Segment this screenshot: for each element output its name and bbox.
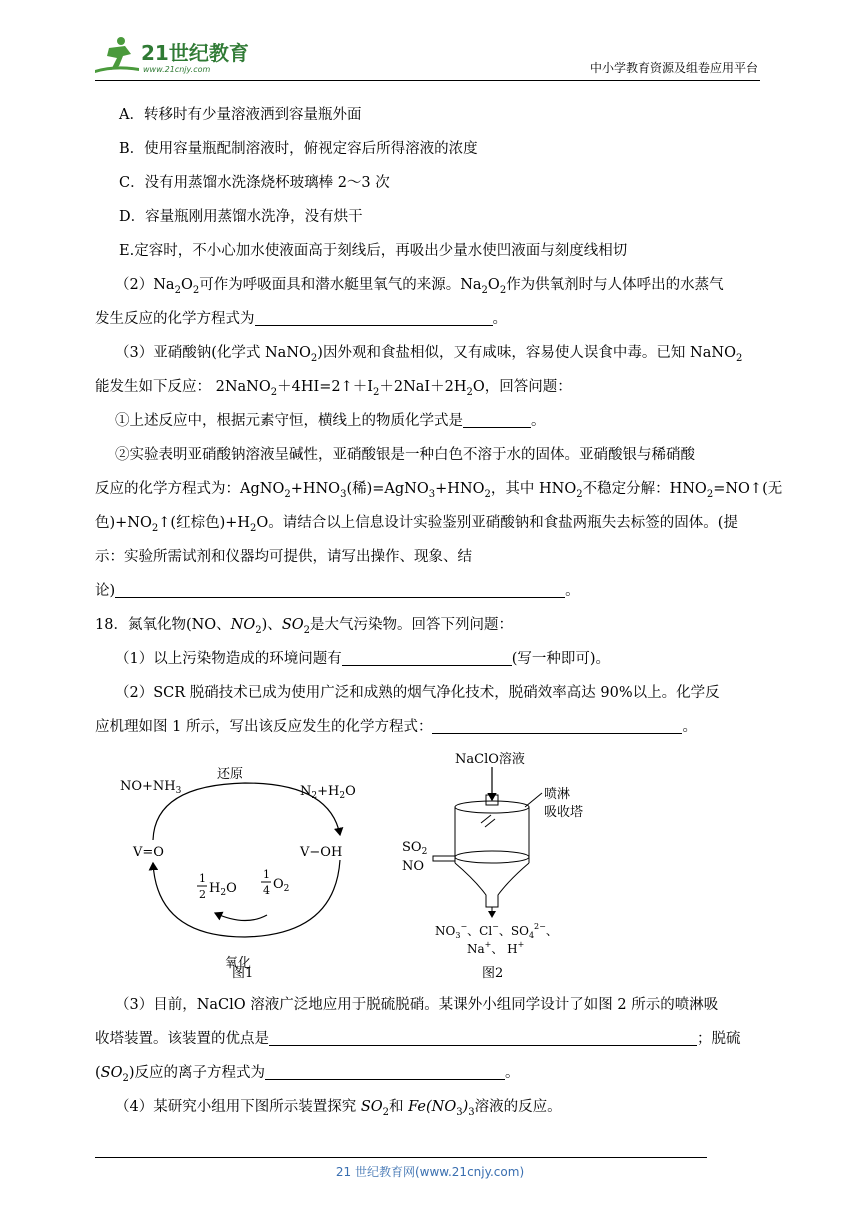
- question-2-line1: $(2)Na_2O_2$可作为呼吸面具和潜水艇里氧气的来源。$Na_2O_2$作为供氧剂时与人体呼出的水蒸气: [115, 277, 724, 296]
- logo-url: www.21cnjy.com: [143, 65, 211, 74]
- question-18-4: （4）某研究小组用下图所示装置探究 $SO_2$和 $Fe(NO_3)_3$溶液的反应。: [115, 1099, 562, 1118]
- fig1-output: $N_2+H_2O$: [300, 784, 356, 801]
- question-3-line8: 论) 。: [95, 583, 580, 599]
- question-3-line7: 示：实验所需试剂和仪器均可提供，请写出操作、现象、结: [95, 549, 472, 565]
- fig1-quarter-den: 4: [263, 884, 270, 897]
- question-3-sub1: ①上述反应中，根据元素守恒，横线上的物质化学式是 。: [115, 413, 546, 429]
- fig1-oxygen: $O_2$: [273, 877, 290, 894]
- question-18-2b: 应机理如图 1 所示，写出该反应发生的化学方程式： 。: [95, 719, 697, 735]
- fig2-output-ions-1: $NO_3^-$、Cl−、$SO_4^{2-}$、: [435, 922, 558, 940]
- question-18-3: （3）目前，NaClO 溶液广泛地应用于脱硫脱硝。某课外小组同学设计了如图 2 所示的喷淋吸: [115, 997, 719, 1013]
- footer-link[interactable]: 21 世纪教育网(www.21cnjy.com): [335, 1165, 525, 1179]
- fig1-input: $NO+NH_3$: [120, 779, 182, 796]
- logo-text: 21世纪教育: [141, 41, 249, 65]
- site-logo: [95, 34, 265, 76]
- fig1-quarter-num: 1: [263, 868, 270, 881]
- question-18-2: （2）SCR 脱硝技术已成为使用广泛和成熟的烟气净化技术，脱硝效率高达 90%以上。化学反: [115, 685, 720, 701]
- figure-1-cycle: [120, 767, 356, 981]
- answer-blank[interactable]: [269, 1044, 697, 1046]
- question-3-line5: 反应的化学方程式为：$AgNO_2+HNO_3$(稀)$=AgNO_3+HNO_2$，其中 $HNO_2$不稳定分解：$HNO_2=NO↑$(无: [95, 481, 783, 500]
- answer-blank[interactable]: [265, 1078, 505, 1080]
- fig2-side-label-2: 吸收塔: [544, 805, 584, 820]
- answer-blank[interactable]: [463, 426, 531, 428]
- answer-blank[interactable]: [432, 732, 682, 734]
- fig2-side-label-1: 喷淋: [544, 787, 571, 802]
- question-3-line2: 能发生如下反应： $2NaNO_2+4HI=2↑+I_2+2NaI+2H_2O$，回答问题：: [95, 379, 572, 398]
- page-header: [95, 34, 760, 81]
- platform-name: 中小学教育资源及组卷应用平台: [589, 61, 758, 75]
- answer-blank[interactable]: [255, 324, 493, 326]
- fig1-half-den: 2: [199, 888, 206, 901]
- option-d: D．容量瓶刚用蒸馏水洗净，没有烘干: [119, 209, 363, 225]
- fig1-half-num: 1: [199, 872, 206, 885]
- option-e: E.定容时，不小心加水使液面高于刻线后，再吸出少量水使凹液面与刻度线相切: [119, 243, 628, 259]
- figure-2-tower: [402, 751, 583, 981]
- fig1-top-label: 还原: [217, 767, 244, 782]
- question-3-line6: 色)$+NO_2↑$(红棕色)$+H_2O$。请结合以上信息设计实验鉴别亚硝酸钠和食盐两瓶失去标签的固体。(提: [95, 515, 738, 534]
- question-18-title: 18．氮氧化物(NO、$NO_2$)、$SO_2$是大气污染物。回答下列问题：: [95, 617, 514, 636]
- document-body-continued: [95, 988, 760, 1124]
- question-3-line1: （3）亚硝酸钠(化学式 NaNO$_2$)因外观和食盐相似，又有咸味，容易使人误食中毒。已知 NaNO$_2$: [115, 345, 743, 364]
- question-18-1: （1）以上污染物造成的环境问题有 (写一种即可)。: [115, 651, 611, 667]
- question-2-line2: 发生反应的化学方程式为 。: [95, 311, 507, 327]
- fig2-output-ions-2: Na+、 H+: [467, 940, 525, 956]
- question-3-sub2: ②实验表明亚硝酸钠溶液呈碱性，亚硝酸银是一种白色不溶于水的固体。亚硝酸银与稀硝酸: [115, 447, 695, 463]
- fig1-right-node: V−OH: [300, 845, 343, 860]
- document-body: [95, 98, 783, 744]
- option-a: A．转移时有少量溶液洒到容量瓶外面: [119, 107, 362, 123]
- fig1-bottom-label: 氧化: [225, 956, 252, 971]
- answer-blank[interactable]: [115, 596, 565, 598]
- answer-blank[interactable]: [342, 664, 512, 666]
- footer-divider: [95, 1157, 707, 1158]
- fig1-caption: 图1: [232, 966, 254, 981]
- fig2-top-label: NaClO溶液: [455, 752, 525, 767]
- question-18-3b: 收塔装置。该装置的优点是 ；脱硫: [95, 1031, 741, 1047]
- fig1-left-node: V=O: [133, 845, 164, 860]
- figures: [95, 745, 760, 985]
- fig2-caption: 图2: [482, 966, 504, 981]
- fig2-input-so2: $SO_2$: [402, 840, 428, 857]
- question-18-3c: $(SO_2)$反应的离子方程式为 。: [95, 1065, 520, 1084]
- fig2-input-no: NO: [402, 859, 425, 874]
- option-c: C．没有用蒸馏水洗涤烧杯玻璃棒 2～3 次: [119, 175, 390, 191]
- option-b: B．使用容量瓶配制溶液时，俯视定容后所得溶液的浓度: [119, 141, 478, 157]
- fig1-water: $H_2O$: [209, 881, 237, 898]
